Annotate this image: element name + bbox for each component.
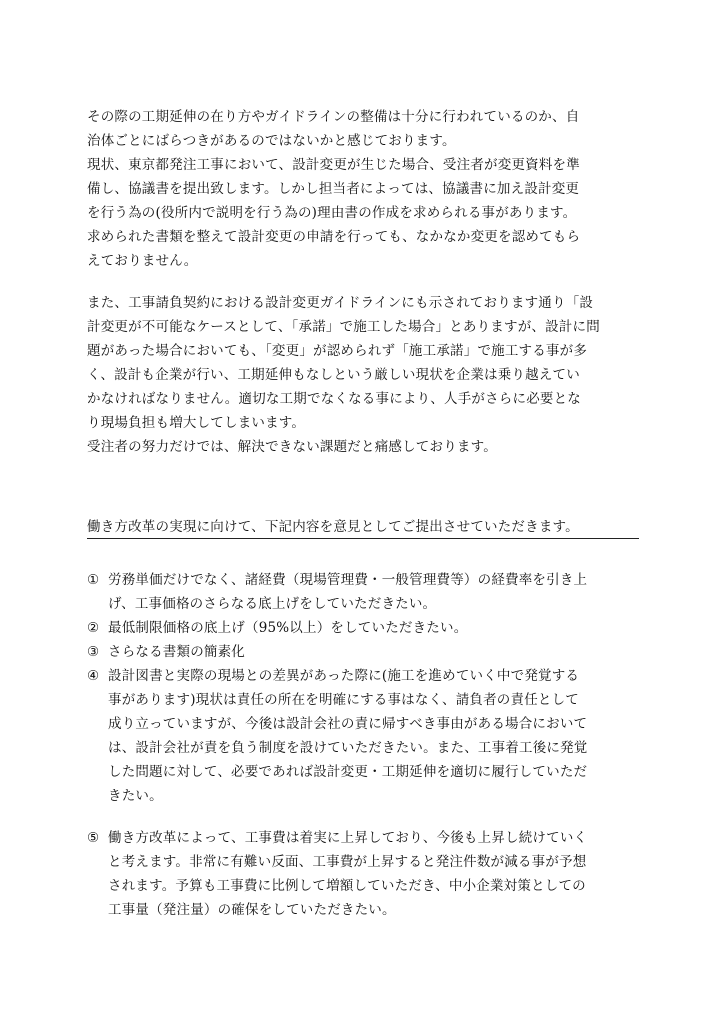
item-number: ⑤ [87, 830, 100, 846]
text-line: さらなる書類の簡素化 [108, 644, 245, 660]
text-line: かなければなりません。適切な工期でなくなる事により、人手がさらに必要とな [87, 391, 582, 407]
text-line: えておりません。 [87, 253, 198, 269]
item-number: ② [87, 620, 100, 636]
text-line: 成り立っていますが、今後は設計会社の責に帰すべき事由がある場合において [108, 716, 588, 732]
item-number: ① [87, 572, 100, 588]
text-line: 現状、東京都発注工事において、設計変更が生じた場合、受注者が変更資料を準 [87, 157, 580, 173]
text-line: 事があります)現状は責任の所在を明確にする事はなく、請負者の責任として [108, 692, 579, 708]
text-line: されます。予算も工事費に比例して増額していただき、中小企業対策としての [108, 878, 586, 894]
text-line: 労務単価だけでなく、諸経費（現場管理費・一般管理費等）の経費率を引き上 [108, 572, 588, 588]
text-line: く、設計も企業が行い、工期延伸もなしという厳しい現状を企業は乗り越えてい [87, 367, 580, 383]
text-line: また、工事請負契約における設計変更ガイドラインにも示されております通り「設 [87, 295, 594, 311]
text-line: と考えます。非常に有難い反面、工事費が上昇すると発注件数が減る事が予想 [108, 854, 587, 870]
text-line: 受注者の努力だけでは、解決できない課題だと痛感しております。 [87, 439, 497, 455]
section-heading: 働き方改革の実現に向けて、下記内容を意見としてご提出させていただきます。 [87, 519, 579, 535]
text-line: した問題に対して、必要であれば設計変更・工期延伸を適切に履行していただ [108, 764, 588, 780]
text-line: を行う為の(役所内で説明を行う為の)理由書の作成を求められる事があります。 [87, 205, 577, 221]
text-line: 工事量（発注量）の確保をしていただきたい。 [108, 902, 396, 918]
item-number: ④ [87, 668, 100, 684]
text-line: 求められた書類を整えて設計変更の申請を行っても、なかなか変更を認めてもら [87, 229, 581, 245]
text-line: 備し、協議書を提出致します。しかし担当者によっては、協議書に加え設計変更 [87, 181, 580, 197]
item-number: ③ [87, 644, 100, 660]
text-line: は、設計会社が責を負う制度を設けていただきたい。また、工事着工後に発覚 [108, 740, 588, 756]
text-line: 計変更が不可能なケースとして、「承諾」で施工した場合」とありますが、設計に問 [87, 319, 600, 335]
heading-underline [87, 538, 639, 539]
text-line: り現場負担も増大してしまいます。 [87, 415, 306, 431]
text-line: 治体ごとにばらつきがあるのではないかと感じております。 [87, 133, 456, 149]
text-line: 働き方改革によって、工事費は着実に上昇しており、今後も上昇し続けていく [108, 830, 588, 846]
text-line: その際の工期延伸の在り方やガイドラインの整備は十分に行われているのか、自 [87, 109, 580, 125]
text-line: 最低制限価格の底上げ（95%以上）をしていただきたい。 [108, 620, 468, 636]
text-line: 設計図書と実際の現場との差異があった際に(施工を進めていく中で発覚する [108, 668, 580, 684]
text-line: げ、工事価格のさらなる底上げをしていただきたい。 [108, 596, 437, 612]
text-line: きたい。 [108, 788, 163, 804]
text-line: 題があった場合においても、「変更」が認められず「施工承諾」で施工する事が多 [87, 343, 588, 359]
